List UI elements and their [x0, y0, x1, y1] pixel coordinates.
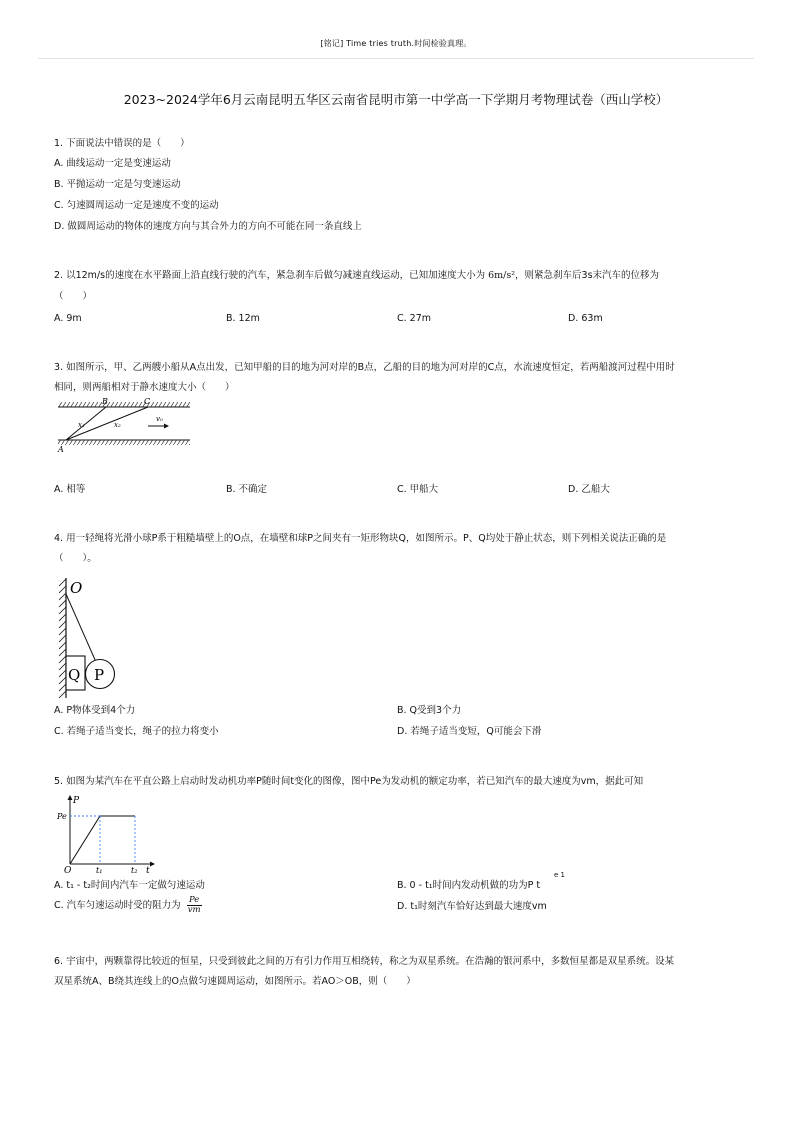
t-axis-arrow [150, 862, 155, 867]
header-note: [铭记] Time tries truth.时间检验真理。 [320, 39, 472, 48]
wall-hatch [59, 579, 66, 698]
q5-option-c[interactable] [54, 896, 202, 916]
q2-stem [54, 269, 659, 282]
q4-line-2: （ ）。 [54, 553, 97, 564]
q2-option-a[interactable]: A. 9m [54, 313, 82, 324]
q2-option-d[interactable]: D. 63m [568, 313, 603, 324]
label-v0: v₀ [156, 415, 163, 423]
label-t: t [146, 866, 150, 874]
q5-stem: 5. 如图为某汽车在平直公路上启动时发动机功率P随时间t变化的图像，图中Pe为发动机的额定功率，若已知汽车的最大速度为vm，据此可知 [54, 776, 644, 787]
q2-stem-a: 2. 以12m/s的速度在水平路面上沿直线行驶的汽车，紧急刹车后做匀减速直线运动，已知加速度大小为 [54, 270, 486, 281]
label-t2: t₂ [131, 866, 138, 874]
q3-line-2: 相同，则两船相对于静水速度大小（ ） [54, 382, 235, 393]
q5-option-a[interactable]: A. t₁ - t₂时间内汽车一定做匀速运动 [54, 880, 205, 891]
wall-ball-diagram [54, 574, 150, 702]
q2-option-c[interactable]: C. 27m [397, 313, 432, 324]
q1-option-a[interactable]: A. 曲线运动一定是变速运动 [54, 158, 171, 169]
label-a: A [58, 445, 64, 454]
q3-line-1: 3. 如图所示，甲、乙两艘小船从A点出发，已知甲船的目的地为河对岸的B点，乙船的目的地为河对岸的C点，水流速度恒定，若两船渡河过程中用时 [54, 362, 675, 373]
q4-option-d[interactable]: D. 若绳子适当变短，Q可能会下滑 [397, 726, 542, 737]
label-x1: x₁ [78, 421, 85, 429]
path-x1 [66, 407, 106, 440]
q1-option-b[interactable]: B. 平抛运动一定是匀变速运动 [54, 179, 181, 190]
label-t1: t₁ [96, 866, 103, 874]
q5-option-c-fraction [187, 896, 202, 915]
label-o: O [70, 579, 83, 597]
label-origin: O [64, 866, 72, 874]
q2-option-b[interactable]: B. 12m [226, 313, 260, 324]
q4-line-1: 4. 用一轻绳将光滑小球P系于粗糙墙壁上的O点，在墙壁和球P之间夹有一矩形物块Q，如图所示。P、Q均处于静止状态，则下列相关说法正确的是 [54, 533, 667, 544]
current-arrowhead [164, 424, 169, 429]
q2-stem-b: ，则紧急刹车后3s末汽车的位移为 [515, 270, 660, 281]
q4-option-b[interactable]: B. Q受到3个力 [397, 705, 462, 716]
q4-option-c[interactable]: C. 若绳子适当变长，绳子的拉力将变小 [54, 726, 219, 737]
q4-option-a[interactable]: A. P物体受到4个力 [54, 705, 136, 716]
near-bank-hatch [58, 440, 190, 445]
power-rise [70, 816, 100, 864]
power-time-graph [54, 790, 158, 874]
fraction-denominator: vm [187, 905, 201, 915]
label-x2: x₂ [114, 421, 121, 429]
far-bank-hatch [58, 402, 190, 407]
header-divider [38, 58, 754, 59]
q3-option-a[interactable]: A. 相等 [54, 484, 86, 495]
p-axis-arrow [68, 795, 73, 800]
q6-line-1: 6. 宇宙中，两颗靠得比较近的恒星，只受到彼此之间的万有引力作用互相绕转，称之为双星系统。在浩瀚的银河系中，多数恒星都是双星系统。设某 [54, 956, 675, 967]
label-c: C [144, 397, 151, 406]
q6-line-2: 双星系统A、B绕其连线上的O点做匀速圆周运动，如图所示。若AO＞OB，则（ ） [54, 976, 416, 987]
q1-stem: 1. 下面说法中错误的是（ ） [54, 138, 190, 149]
q1-option-d[interactable]: D. 做圆周运动的物体的速度方向与其合外力的方向不可能在同一条直线上 [54, 221, 362, 232]
q5-option-c-text: C. 汽车匀速运动时受的阻力为 [54, 900, 181, 911]
label-p: P [94, 666, 105, 684]
fraction-numerator: Pe [187, 896, 202, 906]
rope [66, 594, 96, 662]
q5-option-d[interactable]: D. t₁时刻汽车恰好达到最大速度vm [397, 901, 547, 912]
label-pe: Pe [57, 812, 67, 821]
q5-option-b[interactable]: B. 0 - t₁时间内发动机做的功为P t [397, 880, 541, 891]
q3-option-c[interactable]: C. 甲船大 [397, 484, 439, 495]
label-b: B [102, 397, 108, 406]
label-p: P [73, 796, 80, 806]
label-q: Q [68, 666, 81, 684]
q2-paren: （ ） [54, 291, 93, 302]
q2-acceleration: 6m/s² [488, 270, 516, 281]
river-crossing-diagram [54, 396, 194, 478]
q3-option-d[interactable]: D. 乙船大 [568, 484, 610, 495]
q5-option-b-subscripts: e 1 [554, 871, 565, 879]
q1-option-c[interactable]: C. 匀速圆周运动一定是速度不变的运动 [54, 200, 219, 211]
page-title: 2023~2024学年6月云南昆明五华区云南省昆明市第一中学高一下学期月考物理试卷（西山学校） [123, 92, 669, 107]
q3-option-b[interactable]: B. 不确定 [226, 484, 268, 495]
